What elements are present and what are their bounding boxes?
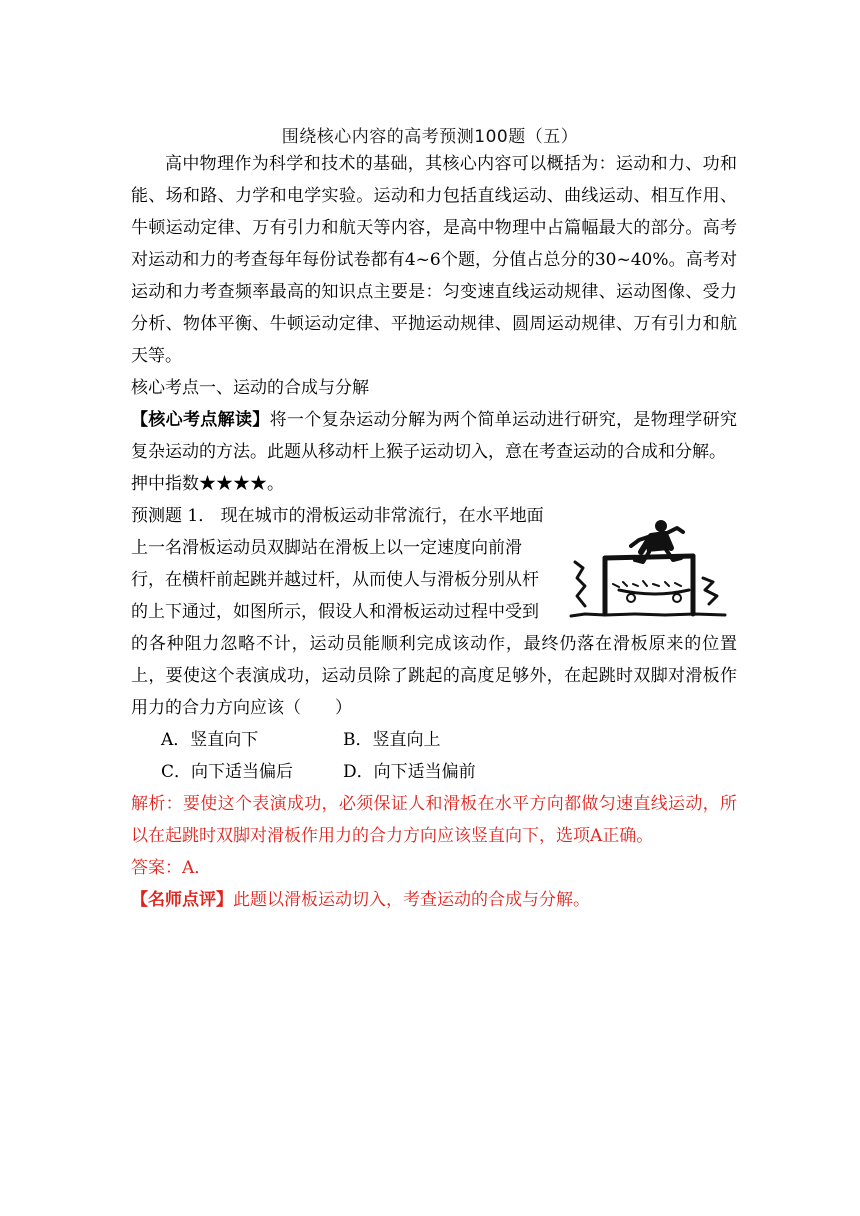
section-heading: 核心考点一、运动的合成与分解 <box>131 378 369 398</box>
option-a: A．竖直向下 <box>161 730 259 750</box>
option-row-1 <box>131 724 737 756</box>
rating-line <box>131 468 737 500</box>
question-line-1: 预测题 1． 现在城市的滑板运动非常流行，在水平地面 <box>131 506 544 526</box>
document-title: 围绕核心内容的高考预测100题（五） <box>281 127 579 147</box>
question-line-2: 上一名滑板运动员双脚站在滑板上以一定速度向前滑 <box>131 538 522 558</box>
document-body <box>131 148 737 916</box>
comment-line <box>131 884 737 916</box>
question-continuation: 的各种阻力忽略不计，运动员能顺利完成该动作，最终仍落在滑板原来的位置上，要使这个表演成功，运动员除了跳起的高度足够外，在起跳时双脚对滑板作用力的合力方向应该（ ） <box>131 634 737 718</box>
comment-text: 此题以滑板运动切入，考查运动的合成与分解。 <box>233 890 590 910</box>
intro-paragraph: 高中物理作为科学和技术的基础，其核心内容可以概括为：运动和力、功和能、场和路、力学和电学实验。运动和力包括直线运动、曲线运动、相互作用、牛顿运动定律、万有引力和航天等内容，是高中物理中占篇幅最大的部分。高考对运动和力的考查每年每份试卷都有4~6个题，分值占总分的30~40%。高考对运动和力考查频率最高的知识点主要是：匀变速直线运动规律、运动图像、受力分析、物体平衡、牛顿运动定律、平抛运动规律、圆周运动规律、万有引力和航天等。 <box>131 154 737 366</box>
rating-stars: ★★★★ <box>199 474 267 494</box>
rating-label: 押中指数 <box>131 474 199 494</box>
skateboarder-figure-icon <box>565 518 735 628</box>
question-line-4: 的上下通过，如图所示，假设人和滑板运动过程中受到 <box>131 602 539 622</box>
analysis-paragraph: 解析：要使这个表演成功，必须保证人和滑板在水平方向都做匀速直线运动，所以在起跳时双脚对滑板作用力的合力方向应该竖直向下，选项A正确。 <box>131 794 737 846</box>
comment-label: 【名师点评】 <box>131 890 233 910</box>
option-c: C．向下适当偏后 <box>161 762 294 782</box>
answer-line: 答案：A． <box>131 858 212 878</box>
question-line-3: 行，在横杆前起跳并越过杆，从而使人与滑板分别从杆 <box>131 570 539 590</box>
answer-options <box>131 724 737 788</box>
option-d: D．向下适当偏前 <box>343 762 476 782</box>
option-b: B．竖直向上 <box>343 730 441 750</box>
rating-end: 。 <box>267 474 284 494</box>
interpretation-label: 【核心考点解读】 <box>131 410 270 430</box>
question-block <box>131 500 737 628</box>
option-row-2 <box>131 756 737 788</box>
interpretation-text: 将一个复杂运动分解为两个简单运动进行研究，是物理学研究复杂运动的方法。此题从移动杆上猴子运动切入，意在考查运动的合成和分解。 <box>131 410 738 462</box>
interpretation-paragraph <box>131 404 737 468</box>
